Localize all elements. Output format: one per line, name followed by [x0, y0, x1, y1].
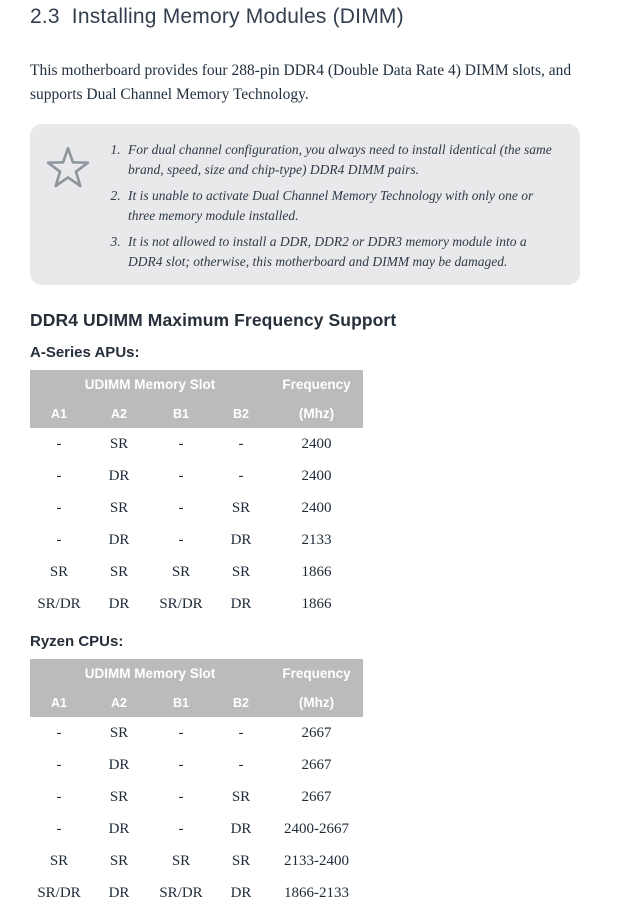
- header-slot-b1: B1: [150, 688, 212, 717]
- header-slot-a1: A1: [30, 688, 88, 717]
- intro-paragraph: This motherboard provides four 288-pin DDR4 (Double Data Rate 4) DIMM slots, and supports Dual Channel Memory Technology.: [30, 62, 572, 103]
- table-cell: -: [178, 756, 184, 773]
- header-frequency-unit: (Mhz): [270, 688, 363, 717]
- table-cell: -: [238, 467, 244, 484]
- table-cell: -: [178, 467, 184, 484]
- table-cell: SR: [231, 499, 251, 516]
- table-cell: SR: [231, 788, 251, 805]
- table-cell: SR: [171, 852, 191, 869]
- note-list: [106, 140, 552, 271]
- table-cell: -: [56, 467, 62, 484]
- header-slot-b2: B2: [212, 399, 270, 428]
- table-cell: DR: [108, 595, 130, 612]
- table-cell: -: [178, 499, 184, 516]
- table-cell: DR: [230, 820, 252, 837]
- table-cell: DR: [108, 884, 130, 901]
- table-row: [30, 813, 363, 845]
- table-cell: DR: [108, 756, 130, 773]
- table-row: [30, 524, 363, 556]
- table-cell: DR: [230, 884, 252, 901]
- note-item: 2. It is unable to activate Dual Channel Memory Technology with only one or three memory module installed.: [124, 186, 552, 225]
- table-body: [30, 428, 363, 620]
- table-cell: 1866-2133: [284, 884, 350, 901]
- table-cell: SR/DR: [37, 595, 81, 612]
- table-cell: SR: [231, 852, 251, 869]
- table-cell: -: [56, 531, 62, 548]
- table-row: [30, 717, 363, 749]
- header-frequency-unit: (Mhz): [270, 399, 363, 428]
- header-slot-a2: A2: [88, 688, 150, 717]
- table-cell: -: [56, 499, 62, 516]
- table-cell: SR/DR: [159, 884, 203, 901]
- section-number: 2.3: [30, 5, 60, 28]
- table-cell: 2400-2667: [284, 820, 350, 837]
- table-cell: -: [238, 724, 244, 741]
- table-cell: SR: [109, 724, 129, 741]
- table-row: [30, 460, 363, 492]
- table-header: [30, 659, 363, 717]
- table-cell: SR: [49, 852, 69, 869]
- header-group-label: UDIMM Memory Slot: [30, 370, 270, 399]
- header-slot-a1: A1: [30, 399, 88, 428]
- table-row: [30, 556, 363, 588]
- header-frequency-label: Frequency: [270, 370, 363, 399]
- table-row: [30, 588, 363, 620]
- table-cell: 1866: [301, 595, 332, 612]
- table-cell: -: [56, 756, 62, 773]
- table-cell: 2400: [301, 467, 332, 484]
- table-row: [30, 428, 363, 460]
- table-body: [30, 717, 363, 909]
- table-row: [30, 845, 363, 877]
- table-cell: -: [56, 820, 62, 837]
- page-title: [30, 4, 587, 30]
- table-cell: -: [238, 756, 244, 773]
- table-cell: DR: [230, 595, 252, 612]
- table-cell: DR: [108, 531, 130, 548]
- note-item: 3. It is not allowed to install a DDR, DDR2 or DDR3 memory module into a DDR4 slot; otherwise, this motherboard and DIMM may be damaged.: [124, 232, 552, 271]
- table-cell: SR: [109, 499, 129, 516]
- table-cell: DR: [230, 531, 252, 548]
- star-icon: [46, 146, 90, 190]
- header-slot-b2: B2: [212, 688, 270, 717]
- table-caption-ryzen: Ryzen CPUs:: [30, 633, 124, 650]
- table-row: [30, 492, 363, 524]
- table-cell: SR: [231, 563, 251, 580]
- table-cell: SR: [109, 563, 129, 580]
- note-box: [30, 124, 580, 285]
- table-cell: SR/DR: [159, 595, 203, 612]
- header-slot-a2: A2: [88, 399, 150, 428]
- table-cell: 2400: [301, 499, 332, 516]
- table-cell: SR: [171, 563, 191, 580]
- table-cell: SR/DR: [37, 884, 81, 901]
- table-cell: DR: [108, 467, 130, 484]
- table-cell: 2667: [301, 756, 332, 773]
- table-cell: SR: [109, 435, 129, 452]
- table-cell: SR: [109, 852, 129, 869]
- table-cell: 1866: [301, 563, 332, 580]
- table-cell: -: [56, 435, 62, 452]
- table-cell: -: [178, 435, 184, 452]
- table-cell: -: [178, 531, 184, 548]
- note-item: 1. For dual channel configuration, you always need to install identical (the same brand, speed, size and chip-type) DDR4 DIMM pairs.: [124, 140, 552, 179]
- table-caption-a-series: A-Series APUs:: [30, 344, 140, 361]
- table-cell: 2667: [301, 788, 332, 805]
- table-cell: -: [178, 788, 184, 805]
- table-cell: -: [178, 820, 184, 837]
- table-cell: -: [178, 724, 184, 741]
- frequency-support-heading: DDR4 UDIMM Maximum Frequency Support: [30, 310, 397, 330]
- header-frequency-label: Frequency: [270, 659, 363, 688]
- section-title-text: Installing Memory Modules (DIMM): [71, 5, 404, 28]
- table-cell: -: [56, 724, 62, 741]
- a-series-frequency-table: [30, 370, 363, 620]
- table-cell: 2400: [301, 435, 332, 452]
- ryzen-frequency-table: [30, 659, 363, 909]
- table-cell: SR: [109, 788, 129, 805]
- header-slot-b1: B1: [150, 399, 212, 428]
- table-cell: -: [238, 435, 244, 452]
- table-cell: 2133: [301, 531, 332, 548]
- table-cell: 2667: [301, 724, 332, 741]
- table-row: [30, 749, 363, 781]
- note-icon-area: [30, 140, 106, 190]
- table-cell: 2133-2400: [284, 852, 350, 869]
- table-row: [30, 877, 363, 909]
- table-row: [30, 781, 363, 813]
- header-group-label: UDIMM Memory Slot: [30, 659, 270, 688]
- table-header: [30, 370, 363, 428]
- table-cell: DR: [108, 820, 130, 837]
- table-cell: SR: [49, 563, 69, 580]
- table-cell: -: [56, 788, 62, 805]
